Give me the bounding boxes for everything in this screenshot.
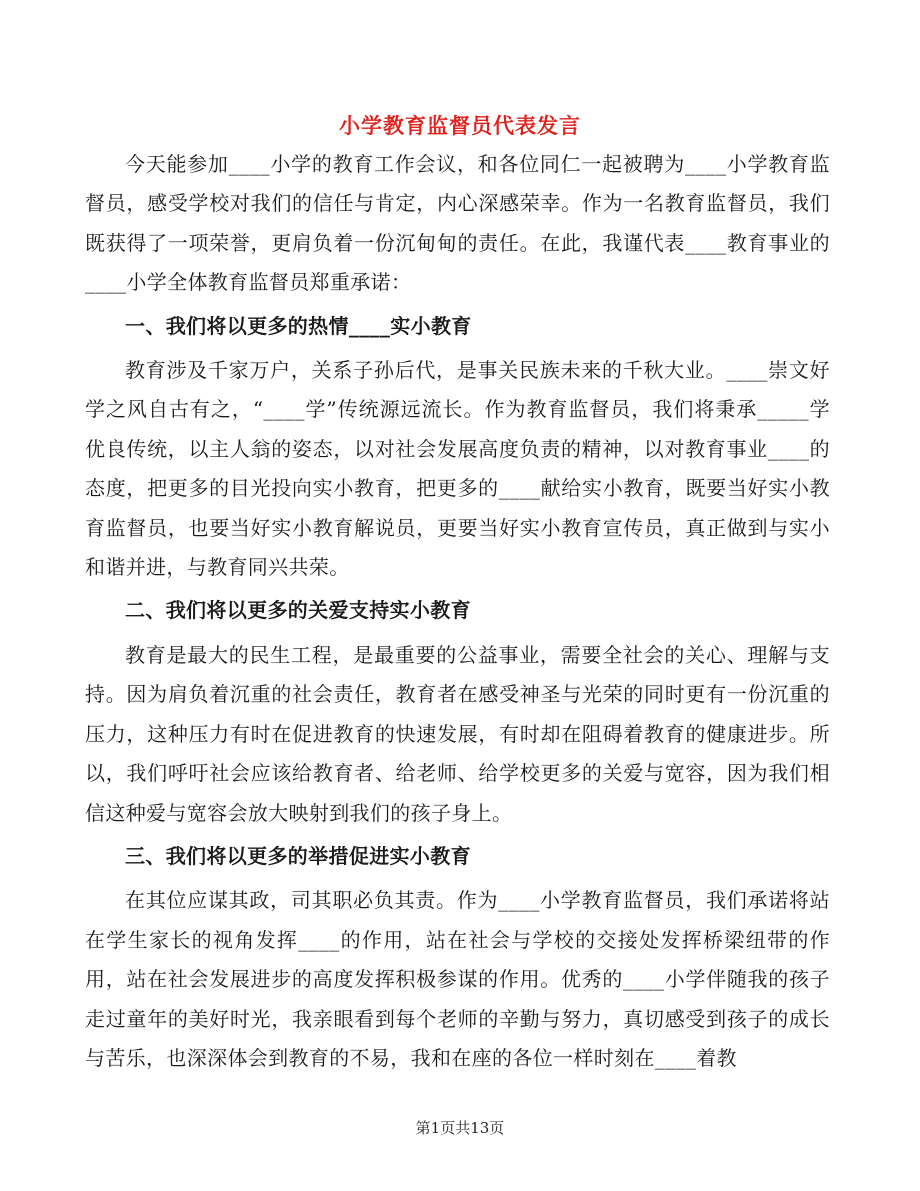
section-heading-2: 二、我们将以更多的关爱支持实小教育 xyxy=(125,598,471,623)
section-heading-1: 一、我们将以更多的热情____实小教育 xyxy=(125,313,472,338)
section-body-2: 教育是最大的民生工程，是最重要的公益事业，需要全社会的关心、理解与支持。因为肩负着沉重的社会责任，教育者在感受神圣与光荣的同时更有一份沉重的压力，这种压力有时在促进教育的快速发展，有时却在阻碍着教育的健康进步。所以，我们呼吁社会应该给教育者、给老师、给学校更多的关爱与宽容，因为我们相信这种爱与宽容会放大映射到我们的孩子身上。 xyxy=(85,642,830,825)
section-body-1: 教育涉及千家万户，关系子孙后代，是事关民族未来的千秋大业。____崇文好学之风自古有之，“____学”传统源远流长。作为教育监督员，我们将秉承_____学优良传统，以主人翁的姿态，以对社会发展高度负责的精神，以对教育事业____的态度，把更多的目光投向实小教育，把更多的____献给实小教育，既要当好实小教育监督员，也要当好实小教育解说员，更要当好实小教育宣传员，真正做到与实小和谐并进，与教育同兴共荣。 xyxy=(85,358,830,580)
intro-paragraph: 今天能参加____小学的教育工作会议，和各位同仁一起被聘为____小学教育监督员，感受学校对我们的信任与肯定，内心深感荣幸。作为一名教育监督员，我们既获得了一项荣誉，更肩负着一份沉甸甸的责任。在此，我谨代表____教育事业的____小学全体教育监督员郑重承诺： xyxy=(85,152,830,295)
document-title: 小学教育监督员代表发言 xyxy=(339,113,581,138)
page-number-footer: 第1页共13页 xyxy=(415,1119,505,1137)
document-body xyxy=(85,145,830,1078)
section-heading-3: 三、我们将以更多的举措促进实小教育 xyxy=(125,843,471,868)
section-body-3: 在其位应谋其政，司其职必负其责。作为____小学教育监督员，我们承诺将站在学生家长的视角发挥____的作用，站在社会与学校的交接处发挥桥梁纽带的作用，站在社会发展进步的高度发挥积极参谋的作用。优秀的____小学伴随我的孩子走过童年的美好时光，我亲眼看到每个老师的辛勤与努力，真切感受到孩子的成长与苦乐，也深深体会到教育的不易，我和在座的各位一样时刻在____着教 xyxy=(85,888,830,1070)
